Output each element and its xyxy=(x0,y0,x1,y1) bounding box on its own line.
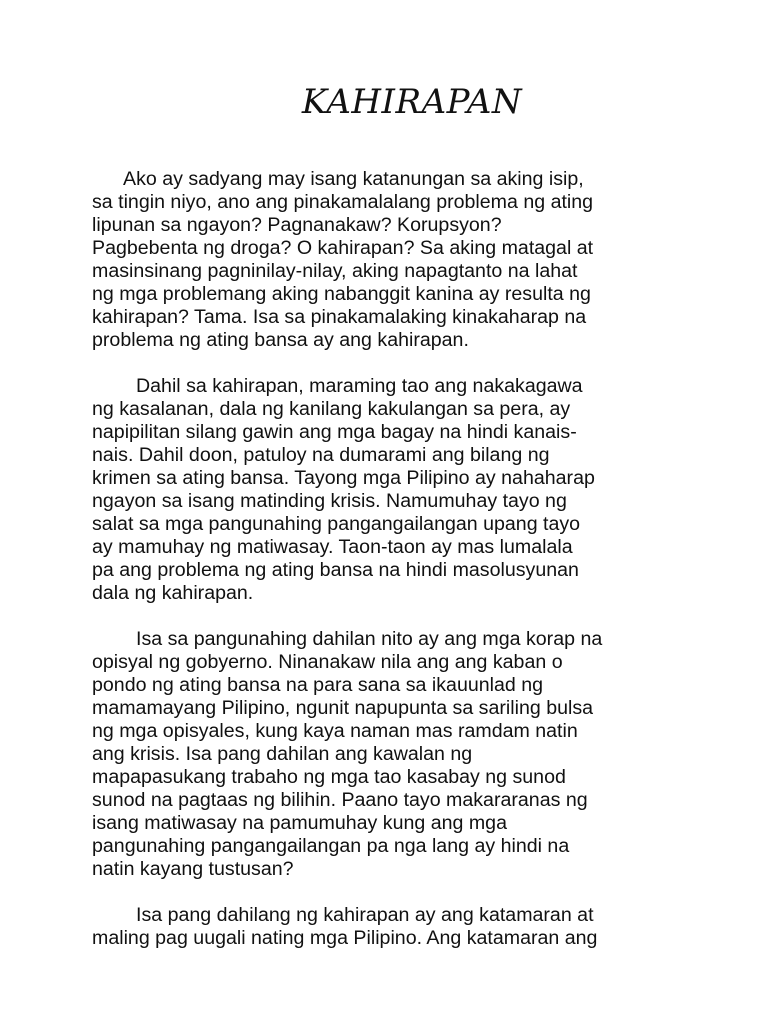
paragraph-line: ay mamuhay ng matiwasay. Taon-taon ay mas lumalala xyxy=(92,536,573,558)
paragraph-line: salat sa mga pangunahing pangangailangan upang tayo xyxy=(92,513,581,535)
paragraph-line: Isa pang dahilang ng kahirapan ay ang katamaran at xyxy=(136,904,594,926)
page-title: KAHIRAPAN xyxy=(301,82,523,122)
paragraph-line: sa tingin niyo, ano ang pinakamalalang problema ng ating xyxy=(92,191,594,213)
paragraph-line: mapapasukang trabaho ng mga tao kasabay ng sunod xyxy=(92,766,566,788)
paragraph-line: masinsinang pagninilay-nilay, aking napagtanto na lahat xyxy=(92,260,578,282)
paragraph-line: dala ng kahirapan. xyxy=(92,582,254,604)
paragraph-line: ngayon sa isang matinding krisis. Namumuhay tayo ng xyxy=(92,490,567,512)
paragraph-line: sunod na pagtaas ng bilihin. Paano tayo makararanas ng xyxy=(92,789,588,811)
paragraph-line: Pagbebenta ng droga? O kahirapan? Sa aking matagal at xyxy=(92,237,594,259)
document-body xyxy=(92,168,712,973)
paragraph-line: ng kasalanan, dala ng kanilang kakulangan sa pera, ay xyxy=(92,398,571,420)
paragraph-line: Dahil sa kahirapan, maraming tao ang nakakagawa xyxy=(136,375,583,397)
paragraph-line: maling pag uugali nating mga Pilipino. Ang katamaran ang xyxy=(92,927,598,949)
paragraph-line: ng mga problemang aking nabanggit kanina ay resulta ng xyxy=(92,283,591,305)
paragraph-line: ang krisis. Isa pang dahilan ang kawalan ng xyxy=(92,743,473,765)
paragraph-4 xyxy=(92,904,712,950)
paragraph-line: opisyal ng gobyerno. Ninanakaw nila ang ang kaban o xyxy=(92,651,563,673)
paragraph-2 xyxy=(92,375,712,605)
paragraph-1 xyxy=(92,168,712,352)
paragraph-line: isang matiwasay na pamumuhay kung ang mga xyxy=(92,812,507,834)
paragraph-line: ng mga opisyales, kung kaya naman mas ramdam natin xyxy=(92,720,578,742)
paragraph-line: kahirapan? Tama. Isa sa pinakamalaking kinakaharap na xyxy=(92,306,587,328)
paragraph-line: pondo ng ating bansa na para sana sa ikauunlad ng xyxy=(92,674,544,696)
paragraph-line: krimen sa ating bansa. Tayong mga Pilipino ay nahaharap xyxy=(92,467,595,489)
paragraph-line: Isa sa pangunahing dahilan nito ay ang mga korap na xyxy=(136,628,603,650)
paragraph-line: pangunahing pangangailangan pa nga lang ay hindi na xyxy=(92,835,570,857)
paragraph-line: mamamayang Pilipino, ngunit napupunta sa sariling bulsa xyxy=(92,697,594,719)
paragraph-line: problema ng ating bansa ay ang kahirapan. xyxy=(92,329,469,351)
paragraph-line: napipilitan silang gawin ang mga bagay na hindi kanais- xyxy=(92,421,577,443)
paragraph-line: pa ang problema ng ating bansa na hindi masolusyunan xyxy=(92,559,579,581)
paragraph-line: Ako ay sadyang may isang katanungan sa aking isip, xyxy=(123,168,584,190)
paragraph-3 xyxy=(92,628,712,881)
paragraph-line: lipunan sa ngayon? Pagnanakaw? Korupsyon? xyxy=(92,214,502,236)
paragraph-line: nais. Dahil doon, patuloy na dumarami ang bilang ng xyxy=(92,444,550,466)
paragraph-line: natin kayang tustusan? xyxy=(92,858,294,880)
